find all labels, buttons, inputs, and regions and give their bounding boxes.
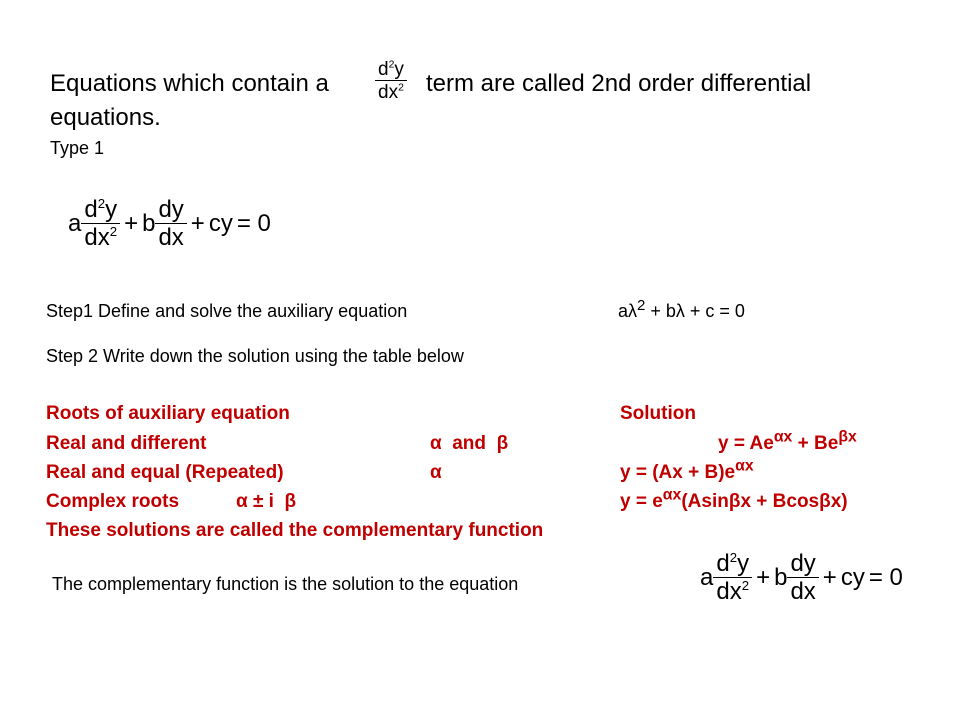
row2-roots: α [430,462,442,483]
concl-d2y-fraction: $\frac{d^2y}{dx^2}$ [713,552,752,604]
table-header-solution: Solution [620,403,696,424]
concl-dy-fraction: $\frac{dy}{dx}$ [787,552,818,604]
type-label: Type 1 [50,138,105,158]
main-d2y-fraction: $\frac{d^2y}{dx^2}$ [81,198,120,250]
step1-text: Step1 Define and solve the auxiliary equation [46,301,408,321]
row2-solution: $y = (Ax + B)e^{\alpha x}$ [620,457,754,483]
row3-case: Complex roots [46,491,180,512]
table-header-roots: Roots of auxiliary equation [46,403,290,424]
d2y-dx2-fraction: $\frac{d^2y}{dx^2}$ [375,60,407,102]
conclusion-text: The complementary function is the solution to the equation [52,574,519,594]
auxiliary-equation: $a\lambda^2 + b\lambda + c = 0$ [618,297,745,321]
row3-roots: α ± i β [236,491,297,512]
intro-text-after: term are called 2nd order differential [426,70,812,97]
row1-roots: α and β [430,433,509,454]
intro-line-2: equations. [50,104,161,131]
table-footer: These solutions are called the complementary function [46,520,544,541]
step2-text: Step 2 Write down the solution using the table below [46,346,464,366]
row3-solution: $y = e^{\alpha x}(Asin\beta x + Bcos\beta x)$ [620,486,848,512]
intro-text-before: Equations which contain a [50,70,329,97]
main-dy-fraction: $\frac{dy}{dx}$ [155,198,186,250]
conclusion-ode: a $\frac{d^2y}{dx^2}$ + b $\frac{dy}{dx}$ + cy = 0 [700,550,903,605]
intro-line [50,70,329,98]
intro-fraction [375,60,407,102]
row2-case: Real and equal (Repeated) [46,462,284,483]
intro-line-after [426,70,811,98]
row1-solution: $y = Ae^{\alpha x} + Be^{\beta x}$ [718,428,857,454]
row1-case: Real and different [46,433,207,454]
main-ode: a $\frac{d^2y}{dx^2}$ + b $\frac{dy}{dx}$ + cy = 0 [68,196,271,251]
